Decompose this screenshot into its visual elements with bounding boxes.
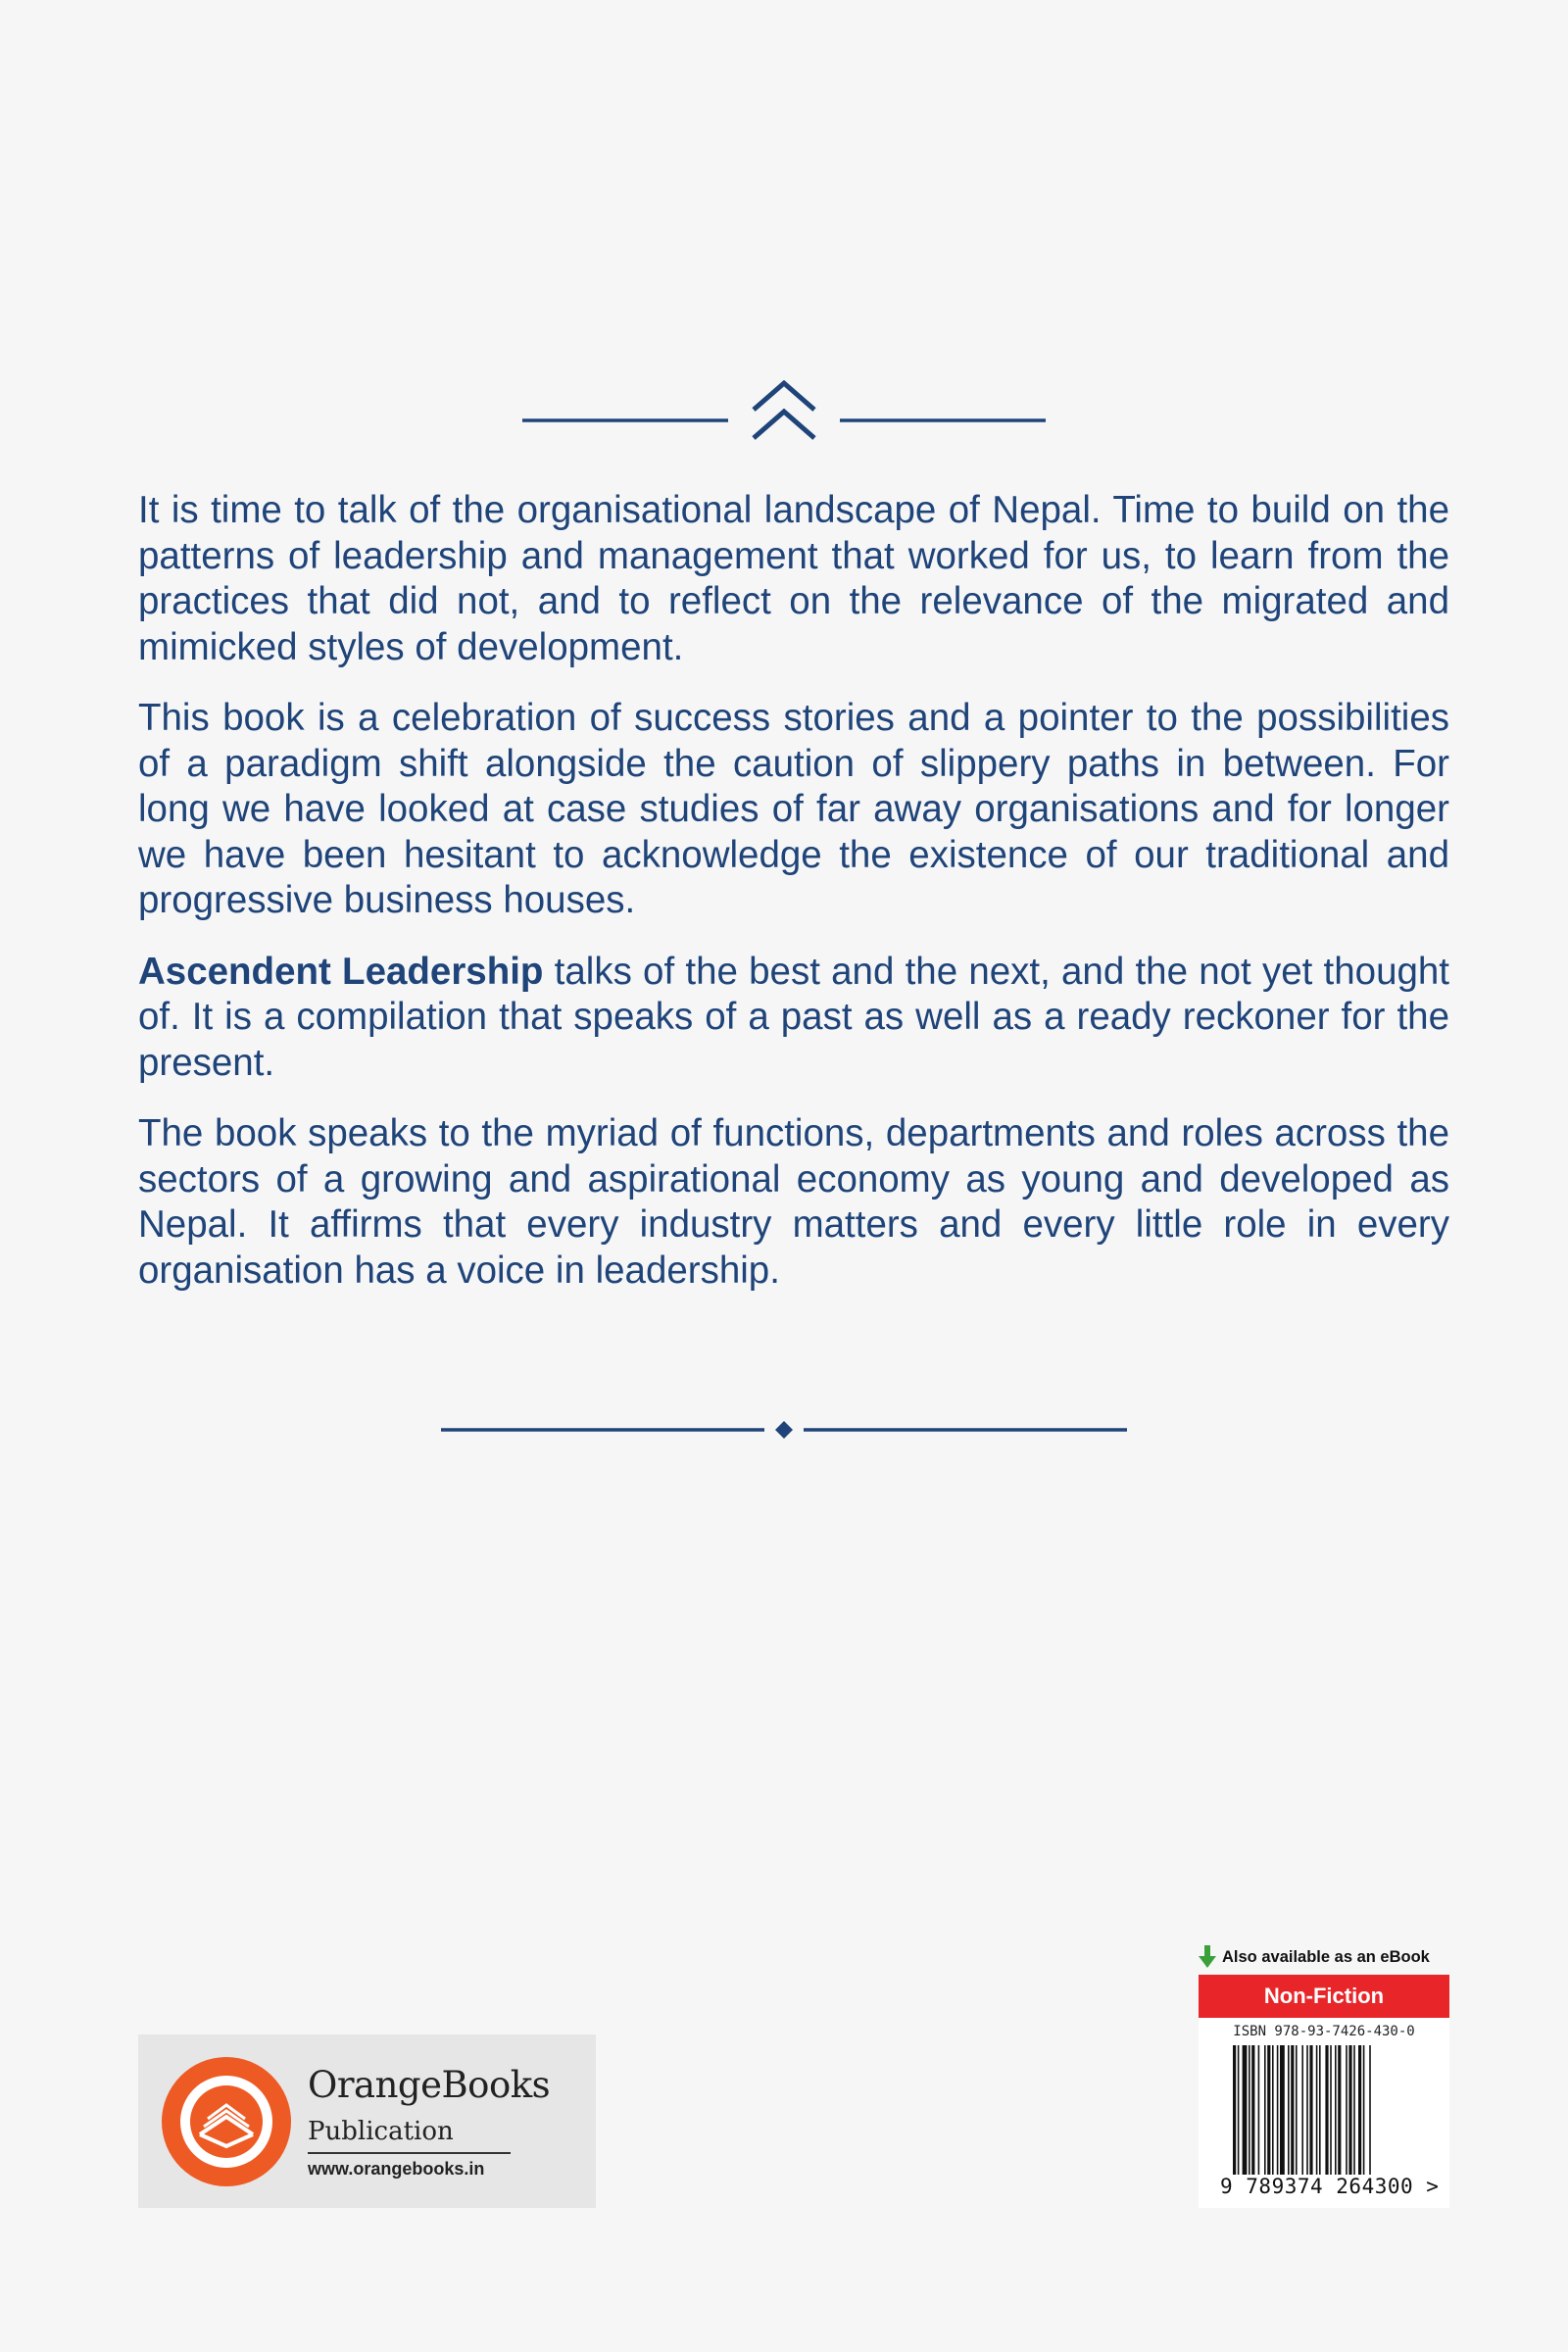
barcode-card: [1199, 2018, 1449, 2208]
blurb-paragraph-3-text: talks of the best and the next, and the not yet thought of. It is a compilation that speaks of a past as well as a ready reckoner for the present.: [138, 950, 1449, 1084]
ebook-availability-note: [1199, 1943, 1430, 1971]
orangebooks-logo-icon: [161, 2056, 292, 2187]
barcode-number: 9 789374 264300 >: [1220, 2175, 1440, 2198]
publisher-rule: [308, 2152, 511, 2154]
publisher-url: www.orangebooks.in: [308, 2159, 485, 2179]
download-arrow-icon: [1199, 1945, 1216, 1969]
barcode-bars: [1233, 2045, 1419, 2179]
ebook-note-text: Also available as an eBook: [1222, 1947, 1430, 1966]
publisher-subtitle: Publication: [308, 2117, 454, 2146]
diamond-divider-icon: [439, 1414, 1129, 1446]
isbn-text: ISBN 978-93-7426-430-0: [1233, 2024, 1415, 2039]
book-title-inline: Ascendent Leadership: [138, 950, 544, 993]
isbn-barcode-block: [1199, 1943, 1449, 2208]
genre-badge: Non-Fiction: [1199, 1975, 1449, 2018]
publisher-logo-box: [138, 2034, 596, 2208]
chevron-up-ornament-icon: [519, 380, 1049, 443]
blurb-paragraph-1: It is time to talk of the organisational landscape of Nepal. Time to build on the patterns of leadership and management that worked for us, to learn from the practices that did not, and to reflect on the relevance of the migrated and mimicked styles of development.: [138, 489, 1449, 668]
back-cover-blurb: [138, 488, 1449, 1319]
publisher-name: OrangeBooks: [308, 2064, 551, 2106]
blurb-paragraph-3: [138, 950, 1449, 1087]
blurb-paragraph-2: This book is a celebration of success stories and a pointer to the possibilities of a paradigm shift alongside the caution of slippery paths in between. For long we have looked at case studies of far away organisations and for longer we have been hesitant to acknowledge the existence of our traditional and progressive business houses.: [138, 697, 1449, 921]
blurb-paragraph-4: The book speaks to the myriad of functions, departments and roles across the sectors of a growing and aspirational economy as young and developed as Nepal. It affirms that every industry matters and every little role in every organisation has a voice in leadership.: [138, 1112, 1449, 1292]
